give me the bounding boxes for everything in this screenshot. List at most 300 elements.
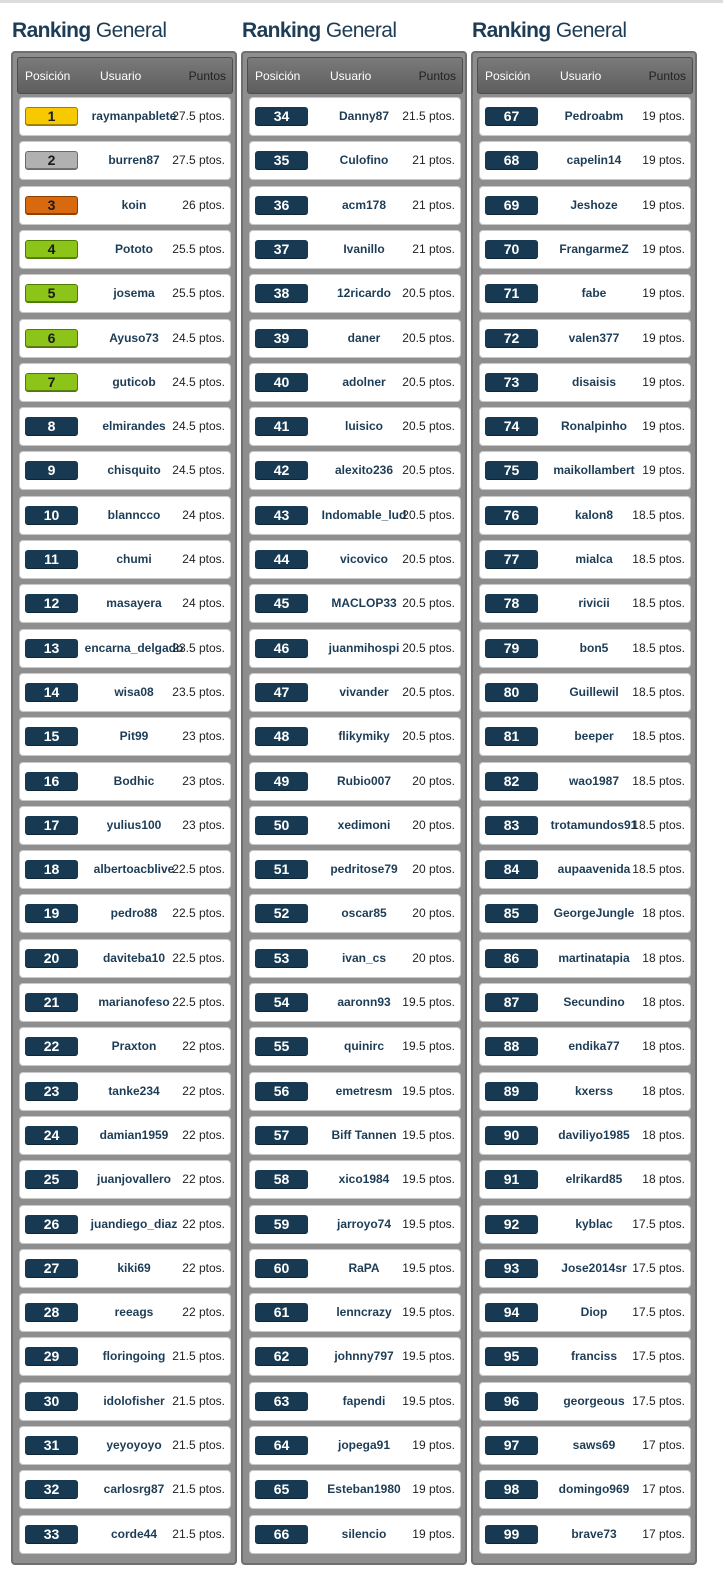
points-value: 20 ptos. <box>412 818 455 832</box>
ranking-row[interactable] <box>249 1249 461 1288</box>
position-badge: 17 <box>25 816 78 835</box>
ranking-row[interactable] <box>19 850 231 889</box>
points-value: 19 ptos. <box>642 419 685 433</box>
username-link[interactable]: josema <box>113 286 155 300</box>
position-badge: 49 <box>255 772 308 791</box>
username-link[interactable]: vivander <box>339 685 389 699</box>
ranking-row[interactable] <box>479 1160 691 1199</box>
ranking-row[interactable] <box>249 1205 461 1244</box>
ranking-row[interactable] <box>249 97 461 136</box>
username-link[interactable]: raymanpablete <box>91 109 177 123</box>
ranking-row[interactable] <box>249 850 461 889</box>
ranking-row[interactable] <box>19 894 231 933</box>
ranking-row[interactable] <box>19 1382 231 1421</box>
ranking-row[interactable] <box>479 1116 691 1155</box>
username-link[interactable]: daner <box>347 331 381 345</box>
ranking-row[interactable] <box>249 451 461 490</box>
position-badge: 12 <box>25 594 78 613</box>
username-link[interactable]: koin <box>121 198 147 212</box>
username-link[interactable]: yeyoyoyo <box>106 1438 162 1452</box>
username-link[interactable]: RaPA <box>348 1261 380 1275</box>
ranking-row[interactable] <box>249 762 461 801</box>
position-badge: 80 <box>485 683 538 702</box>
username-link[interactable]: burren87 <box>108 153 160 167</box>
points-value: 18 ptos. <box>642 1084 685 1098</box>
ranking-row[interactable] <box>479 1515 691 1554</box>
position-badge: 69 <box>485 196 538 215</box>
username-link[interactable]: Ayuso73 <box>109 331 159 345</box>
points-value: 21.5 ptos. <box>402 109 455 123</box>
username-link[interactable]: Jeshoze <box>570 198 618 212</box>
username-link[interactable]: Secundino <box>563 995 625 1009</box>
username-link[interactable]: kiki69 <box>117 1261 151 1275</box>
position-badge: 97 <box>485 1436 538 1455</box>
username-link[interactable]: elmirandes <box>102 419 166 433</box>
ranking-row[interactable] <box>19 717 231 756</box>
username-link[interactable]: quinirc <box>343 1039 384 1053</box>
points-value: 19.5 ptos. <box>402 1394 455 1408</box>
position-badge: 53 <box>255 949 308 968</box>
ranking-panel <box>11 51 237 1565</box>
ranking-row[interactable] <box>249 1072 461 1111</box>
username-link[interactable]: alexito236 <box>334 463 394 477</box>
username-link[interactable]: Pit99 <box>119 729 149 743</box>
points-value: 21 ptos. <box>412 153 455 167</box>
username-link[interactable]: aupaavenida <box>557 862 631 876</box>
points-value: 24 ptos. <box>182 596 225 610</box>
points-value: 17.5 ptos. <box>632 1394 685 1408</box>
username-link[interactable]: fabe <box>581 286 607 300</box>
ranking-row[interactable] <box>479 1072 691 1111</box>
position-badge: 46 <box>255 639 308 658</box>
username-link[interactable]: floringoing <box>102 1349 166 1363</box>
username-link[interactable]: MACLOP33 <box>331 596 397 610</box>
ranking-row[interactable] <box>479 1027 691 1066</box>
points-value: 17.5 ptos. <box>632 1217 685 1231</box>
username-link[interactable]: carlosrg87 <box>103 1482 165 1496</box>
username-link[interactable]: capelin14 <box>566 153 622 167</box>
username-link[interactable]: Ivanillo <box>343 242 385 256</box>
ranking-row[interactable] <box>249 673 461 712</box>
ranking-row[interactable] <box>19 319 231 358</box>
points-value: 20.5 ptos. <box>402 375 455 389</box>
header-user: Usuario <box>330 69 372 83</box>
username-link[interactable]: pedro88 <box>110 906 158 920</box>
ranking-row[interactable] <box>479 983 691 1022</box>
ranking-row[interactable] <box>249 540 461 579</box>
ranking-row[interactable] <box>249 496 461 535</box>
ranking-row[interactable] <box>19 274 231 313</box>
points-value: 18.5 ptos. <box>632 641 685 655</box>
ranking-row[interactable] <box>479 230 691 269</box>
ranking-row[interactable] <box>249 1116 461 1155</box>
position-badge: 13 <box>25 639 78 658</box>
points-value: 19 ptos. <box>412 1438 455 1452</box>
ranking-row[interactable] <box>19 407 231 446</box>
ranking-row[interactable] <box>249 1470 461 1509</box>
username-link[interactable]: jopega91 <box>337 1438 391 1452</box>
ranking-row[interactable] <box>249 1027 461 1066</box>
username-link[interactable]: Ronalpinho <box>561 419 627 433</box>
ranking-row[interactable] <box>249 407 461 446</box>
ranking-row[interactable] <box>479 673 691 712</box>
username-link[interactable]: reeags <box>114 1305 154 1319</box>
username-link[interactable]: juandiego_diaz <box>90 1217 178 1231</box>
position-badge: 11 <box>25 550 78 569</box>
points-value: 17 ptos. <box>642 1438 685 1452</box>
position-badge: 83 <box>485 816 538 835</box>
ranking-row[interactable] <box>249 939 461 978</box>
points-value: 18.5 ptos. <box>632 774 685 788</box>
section-title <box>241 16 471 46</box>
title-light: General <box>95 19 167 42</box>
username-link[interactable]: albertoacblive <box>93 862 175 876</box>
header-points: Puntos <box>648 69 686 83</box>
username-link[interactable]: brave73 <box>571 1527 617 1541</box>
position-badge: 8 <box>25 417 78 436</box>
ranking-row[interactable] <box>479 363 691 402</box>
ranking-row[interactable] <box>19 806 231 845</box>
ranking-row[interactable] <box>479 1470 691 1509</box>
username-link[interactable]: yulius100 <box>106 818 162 832</box>
ranking-row[interactable] <box>19 1116 231 1155</box>
ranking-row[interactable] <box>479 1293 691 1332</box>
ranking-row[interactable] <box>479 1249 691 1288</box>
username-link[interactable]: jarroyo74 <box>336 1217 392 1231</box>
username-link[interactable]: johnny797 <box>334 1349 394 1363</box>
position-badge: 98 <box>485 1480 538 1499</box>
username-link[interactable]: Jose2014sr <box>561 1261 627 1275</box>
position-badge: 2 <box>25 151 78 170</box>
points-value: 20.5 ptos. <box>402 596 455 610</box>
username-link[interactable]: wisa08 <box>114 685 154 699</box>
ranking-row[interactable] <box>19 1027 231 1066</box>
username-link[interactable]: Pototo <box>115 242 153 256</box>
username-link[interactable]: saws69 <box>572 1438 616 1452</box>
ranking-row[interactable] <box>19 186 231 225</box>
header-user: Usuario <box>100 69 142 83</box>
position-badge: 24 <box>25 1126 78 1145</box>
ranking-row[interactable] <box>19 1515 231 1554</box>
ranking-row[interactable] <box>479 451 691 490</box>
ranking-row[interactable] <box>479 319 691 358</box>
username-link[interactable]: ivan_cs <box>341 951 387 965</box>
username-link[interactable]: rivicii <box>578 596 610 610</box>
position-badge: 92 <box>485 1215 538 1234</box>
position-badge: 50 <box>255 816 308 835</box>
username-link[interactable]: blanncco <box>107 508 161 522</box>
ranking-row[interactable] <box>19 1426 231 1465</box>
header-position: Posición <box>25 69 71 83</box>
position-badge: 56 <box>255 1082 308 1101</box>
username-link[interactable]: daviliyo1985 <box>558 1128 630 1142</box>
ranking-row[interactable] <box>249 319 461 358</box>
username-link[interactable]: kxerss <box>574 1084 614 1098</box>
points-value: 19 ptos. <box>642 286 685 300</box>
username-link[interactable]: adolner <box>342 375 386 389</box>
ranking-row[interactable] <box>249 1160 461 1199</box>
ranking-row[interactable] <box>249 1515 461 1554</box>
username-link[interactable]: daviteba10 <box>102 951 166 965</box>
position-badge: 18 <box>25 860 78 879</box>
username-link[interactable]: lenncrazy <box>336 1305 392 1319</box>
points-value: 24 ptos. <box>182 508 225 522</box>
points-value: 18.5 ptos. <box>632 508 685 522</box>
username-link[interactable]: flikymiky <box>338 729 390 743</box>
ranking-row[interactable] <box>479 850 691 889</box>
username-link[interactable]: FrangarmeZ <box>559 242 629 256</box>
position-badge: 45 <box>255 594 308 613</box>
position-badge: 66 <box>255 1525 308 1544</box>
ranking-row[interactable] <box>479 629 691 668</box>
ranking-row[interactable] <box>19 1072 231 1111</box>
ranking-row[interactable] <box>479 186 691 225</box>
header-position: Posición <box>255 69 301 83</box>
username-link[interactable]: trotamundos91 <box>550 818 638 832</box>
ranking-row[interactable] <box>19 1337 231 1376</box>
position-badge: 36 <box>255 196 308 215</box>
username-link[interactable]: acm178 <box>341 198 387 212</box>
username-link[interactable]: elrikard85 <box>565 1172 623 1186</box>
username-link[interactable]: luisico <box>344 419 383 433</box>
ranking-row[interactable] <box>19 230 231 269</box>
ranking-row[interactable] <box>249 983 461 1022</box>
points-value: 18.5 ptos. <box>632 596 685 610</box>
username-link[interactable]: emetresm <box>335 1084 393 1098</box>
ranking-row[interactable] <box>249 1337 461 1376</box>
position-badge: 77 <box>485 550 538 569</box>
ranking-panel <box>241 51 467 1565</box>
ranking-row[interactable] <box>249 894 461 933</box>
header-user: Usuario <box>560 69 602 83</box>
username-link[interactable]: wao1987 <box>568 774 620 788</box>
ranking-row[interactable] <box>479 141 691 180</box>
points-value: 19.5 ptos. <box>402 1084 455 1098</box>
username-link[interactable]: disaisis <box>571 375 617 389</box>
username-link[interactable]: fapendi <box>342 1394 386 1408</box>
position-badge: 82 <box>485 772 538 791</box>
position-badge: 94 <box>485 1303 538 1322</box>
username-link[interactable]: oscar85 <box>341 906 387 920</box>
points-value: 19.5 ptos. <box>402 1128 455 1142</box>
username-link[interactable]: Diop <box>580 1305 608 1319</box>
username-link[interactable]: guticob <box>112 375 156 389</box>
ranking-row[interactable] <box>19 1293 231 1332</box>
username-link[interactable]: kalon8 <box>574 508 613 522</box>
ranking-row[interactable] <box>479 894 691 933</box>
username-link[interactable]: juanjovallero <box>96 1172 172 1186</box>
ranking-row[interactable] <box>19 1249 231 1288</box>
position-badge: 10 <box>25 506 78 525</box>
position-badge: 19 <box>25 904 78 923</box>
username-link[interactable]: silencio <box>341 1527 387 1541</box>
username-link[interactable]: masayera <box>106 596 162 610</box>
username-link[interactable]: Guillewil <box>569 685 619 699</box>
username-link[interactable]: chumi <box>116 552 152 566</box>
ranking-row[interactable] <box>19 629 231 668</box>
ranking-row[interactable] <box>249 584 461 623</box>
points-value: 18 ptos. <box>642 1128 685 1142</box>
ranking-row[interactable] <box>479 407 691 446</box>
position-badge: 30 <box>25 1392 78 1411</box>
username-link[interactable]: mialca <box>575 552 613 566</box>
username-link[interactable]: kyblac <box>575 1217 613 1231</box>
username-link[interactable]: Rubio007 <box>336 774 391 788</box>
position-badge: 39 <box>255 329 308 348</box>
username-link[interactable]: beeper <box>574 729 614 743</box>
ranking-row[interactable] <box>479 1426 691 1465</box>
ranking-row[interactable] <box>479 1382 691 1421</box>
position-badge: 85 <box>485 904 538 923</box>
username-link[interactable]: georgeous <box>563 1394 625 1408</box>
points-value: 19.5 ptos. <box>402 1305 455 1319</box>
points-value: 21 ptos. <box>412 198 455 212</box>
ranking-row[interactable] <box>479 762 691 801</box>
ranking-row[interactable] <box>479 1205 691 1244</box>
username-link[interactable]: Esteban1980 <box>327 1482 401 1496</box>
points-value: 23 ptos. <box>182 774 225 788</box>
ranking-panel <box>471 51 697 1565</box>
points-value: 27.5 ptos. <box>172 109 225 123</box>
ranking-row[interactable] <box>479 1337 691 1376</box>
ranking-row[interactable] <box>249 1293 461 1332</box>
position-badge: 21 <box>25 993 78 1012</box>
ranking-row[interactable] <box>249 1382 461 1421</box>
username-link[interactable]: Indomable_lud <box>321 508 407 522</box>
username-link[interactable]: Culofino <box>339 153 389 167</box>
position-badge: 34 <box>255 107 308 126</box>
username-link[interactable]: bon5 <box>579 641 609 655</box>
ranking-row[interactable] <box>19 1160 231 1199</box>
title-bold: Ranking <box>472 19 551 42</box>
username-link[interactable]: franciss <box>570 1349 618 1363</box>
ranking-row[interactable] <box>479 274 691 313</box>
position-badge: 73 <box>485 373 538 392</box>
username-link[interactable]: xedimoni <box>337 818 391 832</box>
position-badge: 59 <box>255 1215 308 1234</box>
position-badge: 26 <box>25 1215 78 1234</box>
ranking-row[interactable] <box>19 762 231 801</box>
ranking-row[interactable] <box>249 230 461 269</box>
username-link[interactable]: Praxton <box>111 1039 157 1053</box>
username-link[interactable]: 12ricardo <box>336 286 392 300</box>
username-link[interactable]: encarna_delgado <box>84 641 184 655</box>
ranking-row[interactable] <box>249 141 461 180</box>
username-link[interactable]: tanke234 <box>108 1084 160 1098</box>
points-value: 19.5 ptos. <box>402 995 455 1009</box>
points-value: 20.5 ptos. <box>402 508 455 522</box>
position-badge: 25 <box>25 1170 78 1189</box>
username-link[interactable]: valen377 <box>568 331 620 345</box>
ranking-row[interactable] <box>19 1470 231 1509</box>
points-value: 20 ptos. <box>412 951 455 965</box>
username-link[interactable]: Danny87 <box>338 109 390 123</box>
ranking-row[interactable] <box>479 584 691 623</box>
points-value: 22 ptos. <box>182 1039 225 1053</box>
username-link[interactable]: vicovico <box>339 552 389 566</box>
username-link[interactable]: xico1984 <box>338 1172 390 1186</box>
position-badge: 6 <box>25 329 78 348</box>
points-value: 22.5 ptos. <box>172 906 225 920</box>
ranking-row[interactable] <box>249 274 461 313</box>
ranking-row[interactable] <box>19 496 231 535</box>
position-badge: 48 <box>255 727 308 746</box>
ranking-row[interactable] <box>479 540 691 579</box>
points-value: 20 ptos. <box>412 862 455 876</box>
ranking-row[interactable] <box>479 496 691 535</box>
ranking-row[interactable] <box>249 186 461 225</box>
username-link[interactable]: Biff Tannen <box>331 1128 397 1142</box>
ranking-row[interactable] <box>479 717 691 756</box>
points-value: 19 ptos. <box>412 1527 455 1541</box>
ranking-row[interactable] <box>479 806 691 845</box>
ranking-row[interactable] <box>19 540 231 579</box>
points-value: 18.5 ptos. <box>632 729 685 743</box>
username-link[interactable]: Pedroabm <box>564 109 624 123</box>
username-link[interactable]: maikollambert <box>553 463 635 477</box>
points-value: 20 ptos. <box>412 906 455 920</box>
ranking-row[interactable] <box>479 939 691 978</box>
position-badge: 40 <box>255 373 308 392</box>
points-value: 17 ptos. <box>642 1527 685 1541</box>
username-link[interactable]: juanmihospi <box>328 641 400 655</box>
ranking-row[interactable] <box>479 97 691 136</box>
ranking-row[interactable] <box>19 141 231 180</box>
position-badge: 88 <box>485 1037 538 1056</box>
username-link[interactable]: Bodhic <box>113 774 155 788</box>
ranking-row[interactable] <box>249 629 461 668</box>
title-bold: Ranking <box>12 19 91 42</box>
ranking-row[interactable] <box>19 983 231 1022</box>
username-link[interactable]: marianofeso <box>98 995 170 1009</box>
position-badge: 32 <box>25 1480 78 1499</box>
position-badge: 91 <box>485 1170 538 1189</box>
username-link[interactable]: damian1959 <box>99 1128 169 1142</box>
username-link[interactable]: idolofisher <box>103 1394 165 1408</box>
ranking-row[interactable] <box>19 363 231 402</box>
title-light: General <box>555 19 627 42</box>
ranking-row[interactable] <box>249 363 461 402</box>
position-badge: 64 <box>255 1436 308 1455</box>
section-title <box>471 16 701 46</box>
ranking-row[interactable] <box>19 97 231 136</box>
ranking-row[interactable] <box>19 451 231 490</box>
ranking-row[interactable] <box>249 806 461 845</box>
position-badge: 42 <box>255 461 308 480</box>
points-value: 19 ptos. <box>412 1482 455 1496</box>
username-link[interactable]: endika77 <box>568 1039 620 1053</box>
position-badge: 87 <box>485 993 538 1012</box>
ranking-row[interactable] <box>249 1426 461 1465</box>
points-value: 25.5 ptos. <box>172 286 225 300</box>
username-link[interactable]: corde44 <box>110 1527 158 1541</box>
ranking-row[interactable] <box>19 1205 231 1244</box>
ranking-row[interactable] <box>249 717 461 756</box>
table-header <box>477 57 693 94</box>
username-link[interactable]: pedritose79 <box>330 862 398 876</box>
points-value: 24 ptos. <box>182 552 225 566</box>
username-link[interactable]: domingo969 <box>558 1482 630 1496</box>
points-value: 23 ptos. <box>182 818 225 832</box>
ranking-row[interactable] <box>19 584 231 623</box>
ranking-row[interactable] <box>19 939 231 978</box>
username-link[interactable]: aaronn93 <box>337 995 391 1009</box>
username-link[interactable]: chisquito <box>107 463 161 477</box>
username-link[interactable]: martinatapia <box>558 951 630 965</box>
section-title <box>11 16 241 46</box>
username-link[interactable]: GeorgeJungle <box>553 906 635 920</box>
ranking-row[interactable] <box>19 673 231 712</box>
